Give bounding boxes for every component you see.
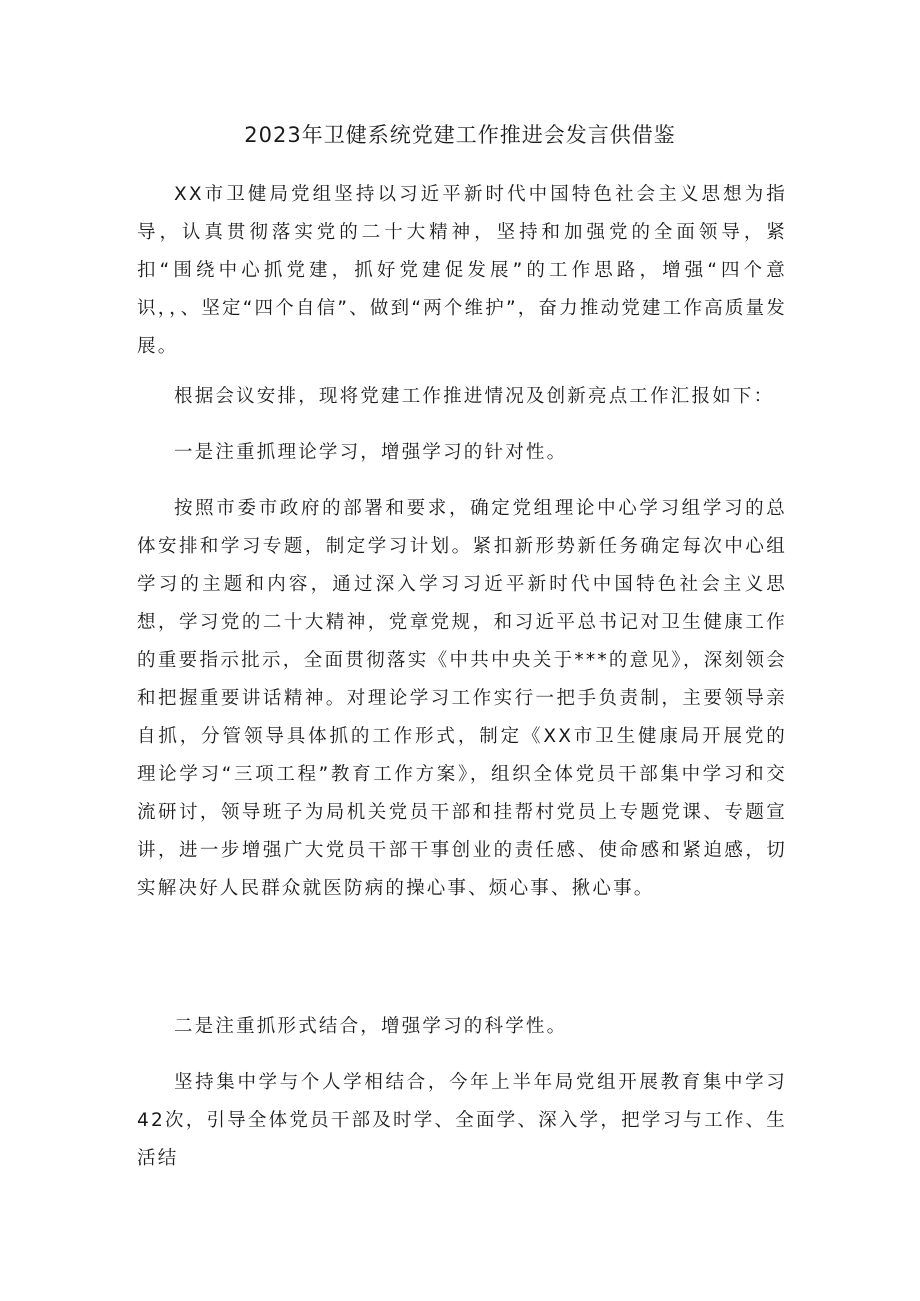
paragraph-theory-study: 按照市委市政府的部署和要求，确定党组理论中心学习组学习的总体安排和学习专题，制定学习计划。紧扣新形势新任务确定每次中心组学习的主题和内容，通过深入学习习近平新时代中国特色社会主义思想，学习党的二十大精神，党章党规，和习近平总书记对卫生健康工作的重要指示批示，全面贯彻落实《中共中央关于***的意见》，深刻领会和把握重要讲话精神。对理论学习工作实行一把手负责制，主要领导亲自抓，分管领导具体抓的工作形式，制定《XX市卫生健康局开展党的理论学习“三项工程”教育工作方案》，组织全体党员干部集中学习和交流研讨，领导班子为局机关党员干部和挂帮村党员上专题党课、专题宣讲，进一步增强广大党员干部干事创业的责任感、使命感和紧迫感，切实解决好人民群众就医防病的操心事、烦心事、揪心事。 (137, 498, 787, 899)
paragraph-intro: XX市卫健局党组坚持以习近平新时代中国特色社会主义思想为指导，认真贯彻落实党的二十大精神，坚持和加强党的全面领导，紧扣“围绕中心抓党建，抓好党建促发展”的工作思路，增强“四个意识，，、坚定“四个自信”、做到“两个维护”，奋力推动党建工作高质量发展。 (137, 184, 787, 357)
section-heading-2: 二是注重抓形式结合，增强学习的科学性。 (174, 1016, 568, 1037)
paragraph-form-combination: 坚持集中学与个人学相结合，今年上半年局党组开展教育集中学习42次，引导全体党员干部及时学、全面学、深入学，把学习与工作、生活结 (137, 1072, 787, 1169)
paragraph-report-intro: 根据会议安排，现将党建工作推进情况及创新亮点工作汇报如下： (174, 386, 775, 407)
section-heading-1: 一是注重抓理论学习，增强学习的针对性。 (174, 442, 568, 463)
document-title: 2023年卫健系统党建工作推进会发言供借鉴 (244, 123, 676, 147)
